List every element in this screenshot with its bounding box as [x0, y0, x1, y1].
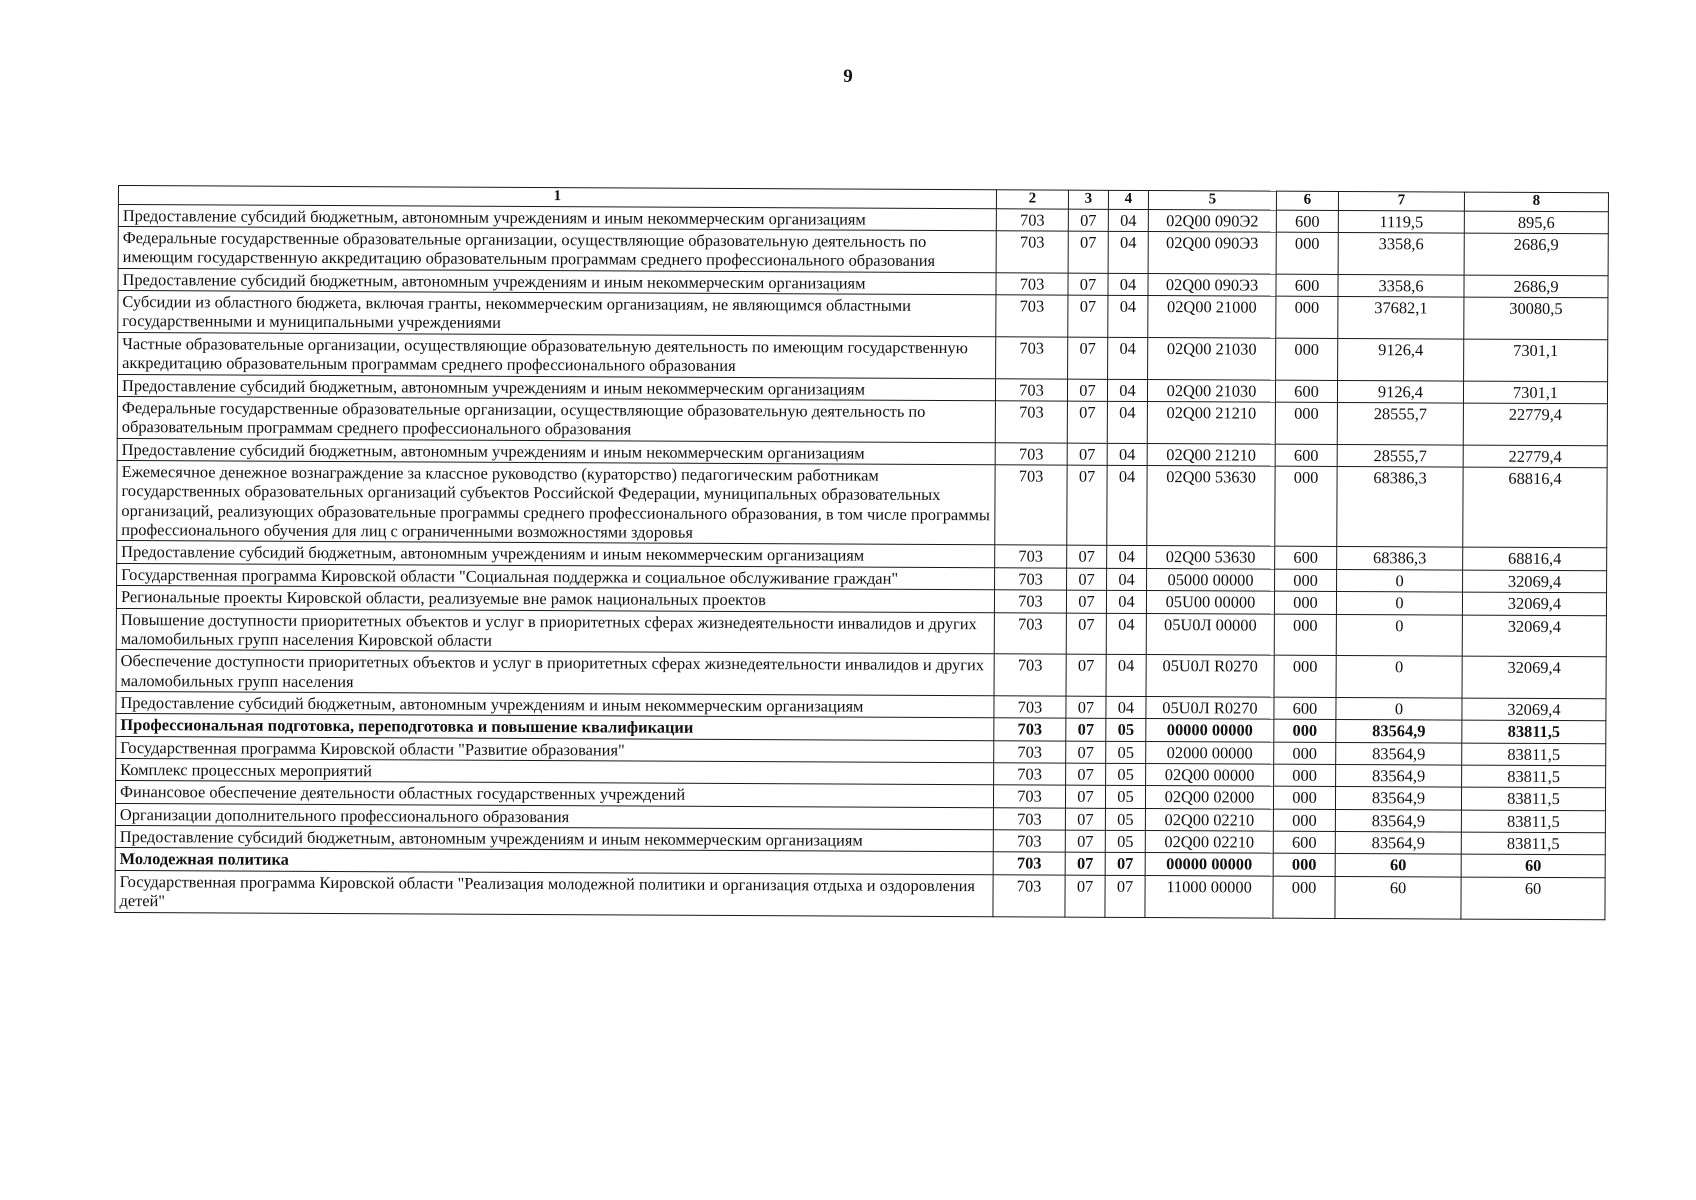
row-name-cell: Финансовое обеспечение деятельности областных государственных учреждений	[115, 781, 993, 808]
value8-cell: 22779,4	[1463, 445, 1607, 468]
col6-cell: 000	[1273, 809, 1335, 832]
value8-cell: 7301,1	[1463, 381, 1607, 404]
col3-cell: 07	[1065, 830, 1105, 853]
col4-cell: 05	[1105, 808, 1145, 831]
col6-cell: 000	[1273, 854, 1335, 877]
col6-cell: 000	[1275, 402, 1337, 444]
col6-cell: 000	[1274, 742, 1336, 765]
col2-cell: 703	[994, 718, 1066, 741]
value8-cell: 83811,5	[1462, 720, 1606, 743]
col2-cell: 703	[996, 337, 1068, 379]
row-name-cell: Предоставление субсидий бюджетным, автономным учреждениям и иным некоммерческим организациям	[118, 204, 996, 231]
col3-cell: 07	[1067, 443, 1107, 466]
code-cell: 05U0Л R0270	[1146, 655, 1274, 697]
table-row	[117, 396, 1607, 445]
row-name-cell: Субсидии из областного бюджета, включая гранты, некоммерческим организациям, не являющимся областными государственными и муниципальными учреждениями	[118, 291, 996, 337]
col2-cell: 703	[993, 875, 1065, 917]
col3-cell: 07	[1068, 295, 1108, 337]
row-name-cell: Федеральные государственные образовательные организации, осуществляющие образовательную деятельность по имеющим государственную аккредитацию образовательным программам среднего профессионального образования	[118, 227, 996, 273]
col4-cell: 04	[1108, 231, 1148, 273]
col4-cell: 04	[1107, 401, 1147, 443]
col4-cell: 04	[1108, 209, 1148, 232]
code-cell: 02Q00 02210	[1145, 808, 1273, 831]
col2-cell: 703	[996, 208, 1068, 231]
value7-cell: 9126,4	[1338, 338, 1464, 380]
row-name-cell: Государственная программа Кировской области "Развитие образования"	[116, 736, 994, 763]
col2-cell: 703	[995, 401, 1067, 443]
col4-cell: 04	[1107, 379, 1147, 402]
col4-cell: 05	[1106, 719, 1146, 742]
col3-cell: 07	[1065, 875, 1105, 917]
col6-cell: 000	[1276, 338, 1338, 380]
col6-cell: 600	[1275, 380, 1337, 403]
col4-cell: 04	[1106, 655, 1146, 697]
code-cell: 00000 00000	[1145, 853, 1273, 876]
row-name-cell: Предоставление субсидий бюджетным, автономным учреждениям и иным некоммерческим организациям	[117, 438, 995, 465]
col3-cell: 07	[1068, 209, 1108, 232]
col3-cell: 07	[1066, 696, 1106, 719]
col4-cell: 07	[1105, 875, 1145, 917]
col2-cell: 703	[994, 763, 1066, 786]
table-row	[116, 608, 1606, 657]
col3-cell: 07	[1068, 273, 1108, 296]
col2-cell: 703	[993, 852, 1065, 875]
col6-cell: 000	[1273, 787, 1335, 810]
col2-cell: 703	[994, 654, 1066, 696]
value7-cell: 0	[1336, 614, 1462, 656]
value8-cell: 83811,5	[1462, 743, 1606, 766]
col3-cell: 07	[1067, 401, 1107, 443]
value8-cell: 2686,9	[1464, 233, 1608, 275]
row-name-cell: Предоставление субсидий бюджетным, автономным учреждениям и иным некоммерческим организациям	[118, 268, 996, 295]
col4-cell: 04	[1106, 696, 1146, 719]
value7-cell: 60	[1335, 876, 1461, 918]
value7-cell: 83564,9	[1336, 720, 1462, 743]
col2-cell: 703	[993, 785, 1065, 808]
value7-cell: 83564,9	[1335, 809, 1461, 832]
col6-cell: 000	[1274, 719, 1336, 742]
value7-cell: 9126,4	[1337, 380, 1463, 403]
col4-cell: 04	[1108, 273, 1148, 296]
value8-cell: 32069,4	[1462, 592, 1606, 615]
code-cell: 02Q00 21210	[1147, 443, 1275, 466]
col2-cell: 703	[996, 231, 1068, 273]
value8-cell: 30080,5	[1464, 297, 1608, 339]
code-cell: 11000 00000	[1145, 875, 1273, 917]
col4-cell: 04	[1106, 590, 1146, 613]
col3-cell: 07	[1066, 654, 1106, 696]
value8-cell: 68816,4	[1463, 548, 1607, 571]
col4-cell: 05	[1106, 763, 1146, 786]
col6-cell: 000	[1274, 591, 1336, 614]
col4-cell: 04	[1107, 465, 1147, 546]
row-name-cell: Молодежная политика	[115, 848, 993, 875]
header-cell: 4	[1108, 190, 1148, 209]
row-name-cell: Государственная программа Кировской области "Социальная поддержка и социальное обслуживание граждан"	[117, 563, 995, 590]
header-cell: 3	[1068, 190, 1108, 209]
row-name-cell: Организации дополнительного профессионального образования	[115, 803, 993, 830]
code-cell: 02Q00 53630	[1147, 466, 1275, 547]
value8-cell: 895,6	[1464, 211, 1608, 234]
col2-cell: 703	[995, 378, 1067, 401]
code-cell: 02Q00 00000	[1146, 764, 1274, 787]
code-cell: 02Q00 02000	[1145, 786, 1273, 809]
value8-cell: 83811,5	[1461, 832, 1605, 855]
table-body	[115, 204, 1608, 919]
row-name-cell: Предоставление субсидий бюджетным, автономным учреждениям и иным некоммерческим организациям	[117, 541, 995, 568]
col4-cell: 05	[1105, 830, 1145, 853]
col2-cell: 703	[993, 830, 1065, 853]
col2-cell: 703	[994, 612, 1066, 654]
code-cell: 05U0Л R0270	[1146, 696, 1274, 719]
value8-cell: 83811,5	[1461, 810, 1605, 833]
value8-cell: 7301,1	[1464, 339, 1608, 381]
value7-cell: 0	[1336, 656, 1462, 698]
row-name-cell: Предоставление субсидий бюджетным, автономным учреждениям и иным некоммерческим организациям	[116, 691, 994, 718]
col2-cell: 703	[994, 590, 1066, 613]
code-cell: 02000 00000	[1146, 741, 1274, 764]
code-cell: 05000 00000	[1147, 568, 1275, 591]
col3-cell: 07	[1067, 465, 1107, 546]
code-cell: 05U0Л 00000	[1146, 613, 1274, 655]
col3-cell: 07	[1067, 546, 1107, 569]
value7-cell: 0	[1337, 569, 1463, 592]
col4-cell: 04	[1106, 613, 1146, 655]
col6-cell: 000	[1275, 466, 1337, 547]
col6-cell: 000	[1276, 232, 1338, 274]
row-name-cell: Федеральные государственные образовательные организации, осуществляющие образовательную деятельность по образовательным программам среднего профессионального образования	[117, 396, 995, 442]
value8-cell: 32069,4	[1463, 570, 1607, 593]
col6-cell: 000	[1274, 655, 1336, 697]
header-cell: 1	[118, 186, 996, 209]
col3-cell: 07	[1065, 786, 1105, 809]
code-cell: 02Q00 21030	[1147, 379, 1275, 402]
value8-cell: 83811,5	[1461, 787, 1605, 810]
code-cell: 05U00 00000	[1146, 591, 1274, 614]
value7-cell: 83564,9	[1335, 787, 1461, 810]
row-name-cell: Обеспечение доступности приоритетных объектов и услуг в приоритетных сферах жизнедеятельности инвалидов и других маломобильных групп населения	[116, 650, 994, 696]
col6-cell: 000	[1276, 296, 1338, 338]
row-name-cell: Повышение доступности приоритетных объектов и услуг в приоритетных сферах жизнедеятельности инвалидов и других маломобильных групп населения Кировской области	[116, 608, 994, 654]
table-row	[118, 227, 1608, 276]
value7-cell: 0	[1336, 592, 1462, 615]
col2-cell: 703	[994, 740, 1066, 763]
col3-cell: 07	[1067, 379, 1107, 402]
value7-cell: 83564,9	[1336, 764, 1462, 787]
value8-cell: 32069,4	[1462, 615, 1606, 657]
col6-cell: 600	[1275, 444, 1337, 467]
header-cell: 8	[1464, 192, 1608, 211]
col4-cell: 04	[1107, 443, 1147, 466]
col3-cell: 07	[1065, 853, 1105, 876]
code-cell: 02Q00 21210	[1147, 401, 1275, 443]
row-name-cell: Профессиональная подготовка, переподготовка и повышение квалификации	[116, 714, 994, 741]
col3-cell: 07	[1065, 808, 1105, 831]
table-row	[118, 332, 1608, 381]
col4-cell: 04	[1107, 546, 1147, 569]
col2-cell: 703	[995, 545, 1067, 568]
code-cell: 02Q00 090Э2	[1148, 209, 1276, 232]
col6-cell: 600	[1274, 697, 1336, 720]
code-cell: 02Q00 02210	[1145, 831, 1273, 854]
col3-cell: 07	[1068, 231, 1108, 273]
code-cell: 02Q00 53630	[1147, 546, 1275, 569]
value7-cell: 60	[1335, 854, 1461, 877]
value7-cell: 0	[1336, 697, 1462, 720]
row-name-cell: Ежемесячное денежное вознаграждение за классное руководство (кураторство) педагогическим работникам государственных образовательных организаций субъектов Российской Федерации, муниципальных образовательных организаций, реализующих образовательные программы среднего профессионального образования, в том числе программы профессионального обучения для лиц с ограниченными возможностями здоровья	[117, 460, 995, 545]
value8-cell: 32069,4	[1462, 698, 1606, 721]
value7-cell: 28555,7	[1337, 444, 1463, 467]
value8-cell: 2686,9	[1464, 275, 1608, 298]
col4-cell: 05	[1106, 741, 1146, 764]
row-name-cell: Государственная программа Кировской области "Реализация молодежной политики и организация отдыха и оздоровления детей"	[115, 870, 993, 916]
col3-cell: 07	[1066, 590, 1106, 613]
col6-cell: 600	[1276, 274, 1338, 297]
col2-cell: 703	[996, 273, 1068, 296]
header-cell: 6	[1276, 191, 1338, 210]
table-row	[117, 460, 1607, 548]
header-cell: 2	[996, 190, 1068, 209]
value7-cell: 83564,9	[1336, 742, 1462, 765]
col3-cell: 07	[1068, 337, 1108, 379]
budget-table	[114, 185, 1609, 920]
row-name-cell: Предоставление субсидий бюджетным, автономным учреждениям и иным некоммерческим организациям	[117, 374, 995, 401]
col6-cell: 000	[1274, 614, 1336, 656]
value7-cell: 3358,6	[1338, 274, 1464, 297]
col2-cell: 703	[995, 465, 1067, 546]
code-cell: 02Q00 21000	[1148, 296, 1276, 338]
value7-cell: 3358,6	[1338, 233, 1464, 275]
col3-cell: 07	[1066, 613, 1106, 655]
value7-cell: 68386,3	[1337, 547, 1463, 570]
col6-cell: 000	[1273, 876, 1335, 918]
col4-cell: 04	[1108, 295, 1148, 337]
value7-cell: 28555,7	[1337, 402, 1463, 444]
value7-cell: 37682,1	[1338, 297, 1464, 339]
row-name-cell: Комплекс процессных мероприятий	[116, 759, 994, 786]
value8-cell: 83811,5	[1462, 765, 1606, 788]
code-cell: 02Q00 090Э3	[1148, 232, 1276, 274]
col6-cell: 600	[1273, 831, 1335, 854]
col6-cell: 600	[1276, 210, 1338, 233]
col6-cell: 600	[1275, 547, 1337, 570]
table-row	[118, 291, 1608, 340]
col2-cell: 703	[993, 808, 1065, 831]
col3-cell: 07	[1066, 763, 1106, 786]
value8-cell: 22779,4	[1463, 403, 1607, 445]
table-row	[116, 650, 1606, 699]
row-name-cell: Предоставление субсидий бюджетным, автономным учреждениям и иным некоммерческим организациям	[115, 826, 993, 853]
col4-cell: 07	[1105, 853, 1145, 876]
value8-cell: 32069,4	[1462, 656, 1606, 698]
table-row	[115, 870, 1605, 919]
code-cell: 02Q00 090Э3	[1148, 273, 1276, 296]
col3-cell: 07	[1066, 718, 1106, 741]
col6-cell: 000	[1275, 569, 1337, 592]
row-name-cell: Частные образовательные организации, осуществляющие образовательную деятельность по имеющим государственную аккредитацию образовательным программам среднего профессионального образования	[118, 332, 996, 378]
col4-cell: 04	[1108, 337, 1148, 379]
col3-cell: 07	[1066, 741, 1106, 764]
code-cell: 00000 00000	[1146, 719, 1274, 742]
col3-cell: 07	[1067, 568, 1107, 591]
page-number: 9	[843, 66, 853, 87]
header-cell: 5	[1148, 191, 1276, 210]
value7-cell: 1119,5	[1338, 210, 1464, 233]
col2-cell: 703	[994, 696, 1066, 719]
value7-cell: 68386,3	[1337, 466, 1463, 547]
col2-cell: 703	[995, 568, 1067, 591]
col2-cell: 703	[995, 442, 1067, 465]
row-name-cell: Региональные проекты Кировской области, реализуемые вне рамок национальных проектов	[116, 586, 994, 613]
value7-cell: 83564,9	[1335, 832, 1461, 855]
col6-cell: 000	[1274, 764, 1336, 787]
value8-cell: 60	[1461, 877, 1605, 919]
col4-cell: 05	[1105, 786, 1145, 809]
col4-cell: 04	[1107, 568, 1147, 591]
header-cell: 7	[1338, 191, 1464, 210]
col2-cell: 703	[996, 295, 1068, 337]
code-cell: 02Q00 21030	[1148, 337, 1276, 379]
value8-cell: 68816,4	[1463, 467, 1607, 548]
value8-cell: 60	[1461, 855, 1605, 878]
